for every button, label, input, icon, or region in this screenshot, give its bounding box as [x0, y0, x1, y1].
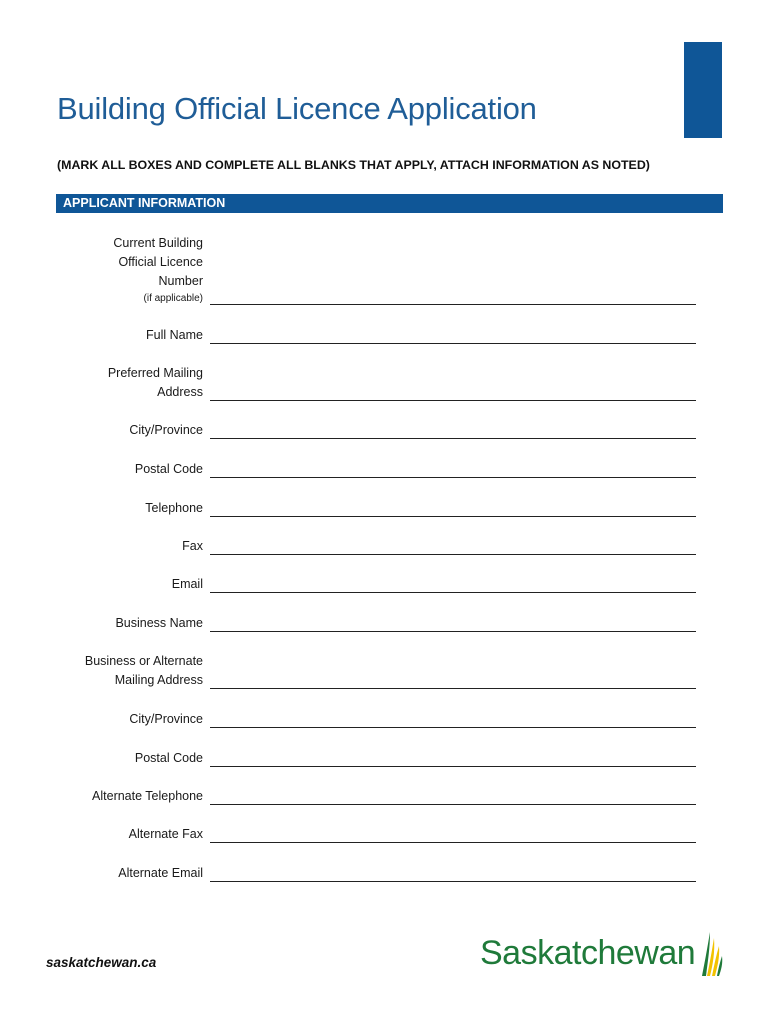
field-label-line: City/Province [129, 423, 203, 437]
field-label [182, 537, 203, 556]
field-label [172, 575, 203, 594]
field-input-line[interactable] [210, 343, 696, 344]
field-label-line: Current Building [113, 236, 203, 250]
field-input-line[interactable] [210, 477, 696, 478]
corner-brand-bar [684, 42, 722, 138]
wheat-sheaf-icon [698, 930, 724, 980]
field-input-line[interactable] [210, 304, 696, 305]
field-input-line[interactable] [210, 631, 696, 632]
field-label [92, 787, 203, 806]
field-label-line: Alternate Telephone [92, 789, 203, 803]
field-label-note: (if applicable) [143, 293, 203, 304]
field-label [115, 614, 203, 633]
field-input-line[interactable] [210, 842, 696, 843]
field-input-line[interactable] [210, 881, 696, 882]
field-label [85, 652, 203, 690]
field-label [145, 499, 203, 518]
field-label [146, 326, 203, 345]
field-label-line: Preferred Mailing [107, 366, 203, 380]
field-input-line[interactable] [210, 438, 696, 439]
footer-url[interactable]: saskatchewan.ca [46, 955, 157, 970]
field-label-line: Postal Code [134, 462, 203, 476]
section-header-applicant-information: APPLICANT INFORMATION [56, 194, 723, 213]
field-label [129, 825, 203, 844]
saskatchewan-logo [478, 928, 728, 980]
page-title: Building Official Licence Application [57, 90, 537, 126]
field-label [129, 710, 203, 729]
field-label-line: Postal Code [134, 751, 203, 765]
logo-wordmark: Saskatchewan [480, 934, 696, 972]
field-label-line: Business or Alternate [84, 654, 203, 668]
field-input-line[interactable] [210, 727, 696, 728]
instructions-text: (MARK ALL BOXES AND COMPLETE ALL BLANKS THAT APPLY, ATTACH INFORMATION AS NOTED) [57, 158, 650, 172]
field-label-line: Business Name [115, 616, 203, 630]
field-label-line: Telephone [145, 501, 203, 515]
field-input-line[interactable] [210, 804, 696, 805]
field-label-line: Full Name [146, 328, 203, 342]
field-label-line: City/Province [129, 712, 203, 726]
field-label-line: Number [158, 274, 203, 288]
field-input-line[interactable] [210, 688, 696, 689]
field-input-line[interactable] [210, 592, 696, 593]
field-label [135, 460, 203, 479]
field-label-line: Alternate Email [118, 866, 203, 880]
field-input-line[interactable] [210, 766, 696, 767]
field-input-line[interactable] [210, 400, 696, 401]
field-input-line[interactable] [210, 554, 696, 555]
field-label-line: Mailing Address [114, 673, 203, 687]
field-label [108, 364, 203, 402]
field-label-line: Alternate Fax [128, 827, 203, 841]
field-label [113, 234, 203, 306]
field-label [129, 421, 203, 440]
field-label-line: Official Licence [118, 255, 203, 269]
field-label-line: Fax [182, 539, 203, 553]
field-label-line: Address [157, 385, 203, 399]
field-label [135, 749, 203, 768]
field-label-line: Email [171, 577, 203, 591]
field-input-line[interactable] [210, 516, 696, 517]
field-label [118, 864, 203, 883]
